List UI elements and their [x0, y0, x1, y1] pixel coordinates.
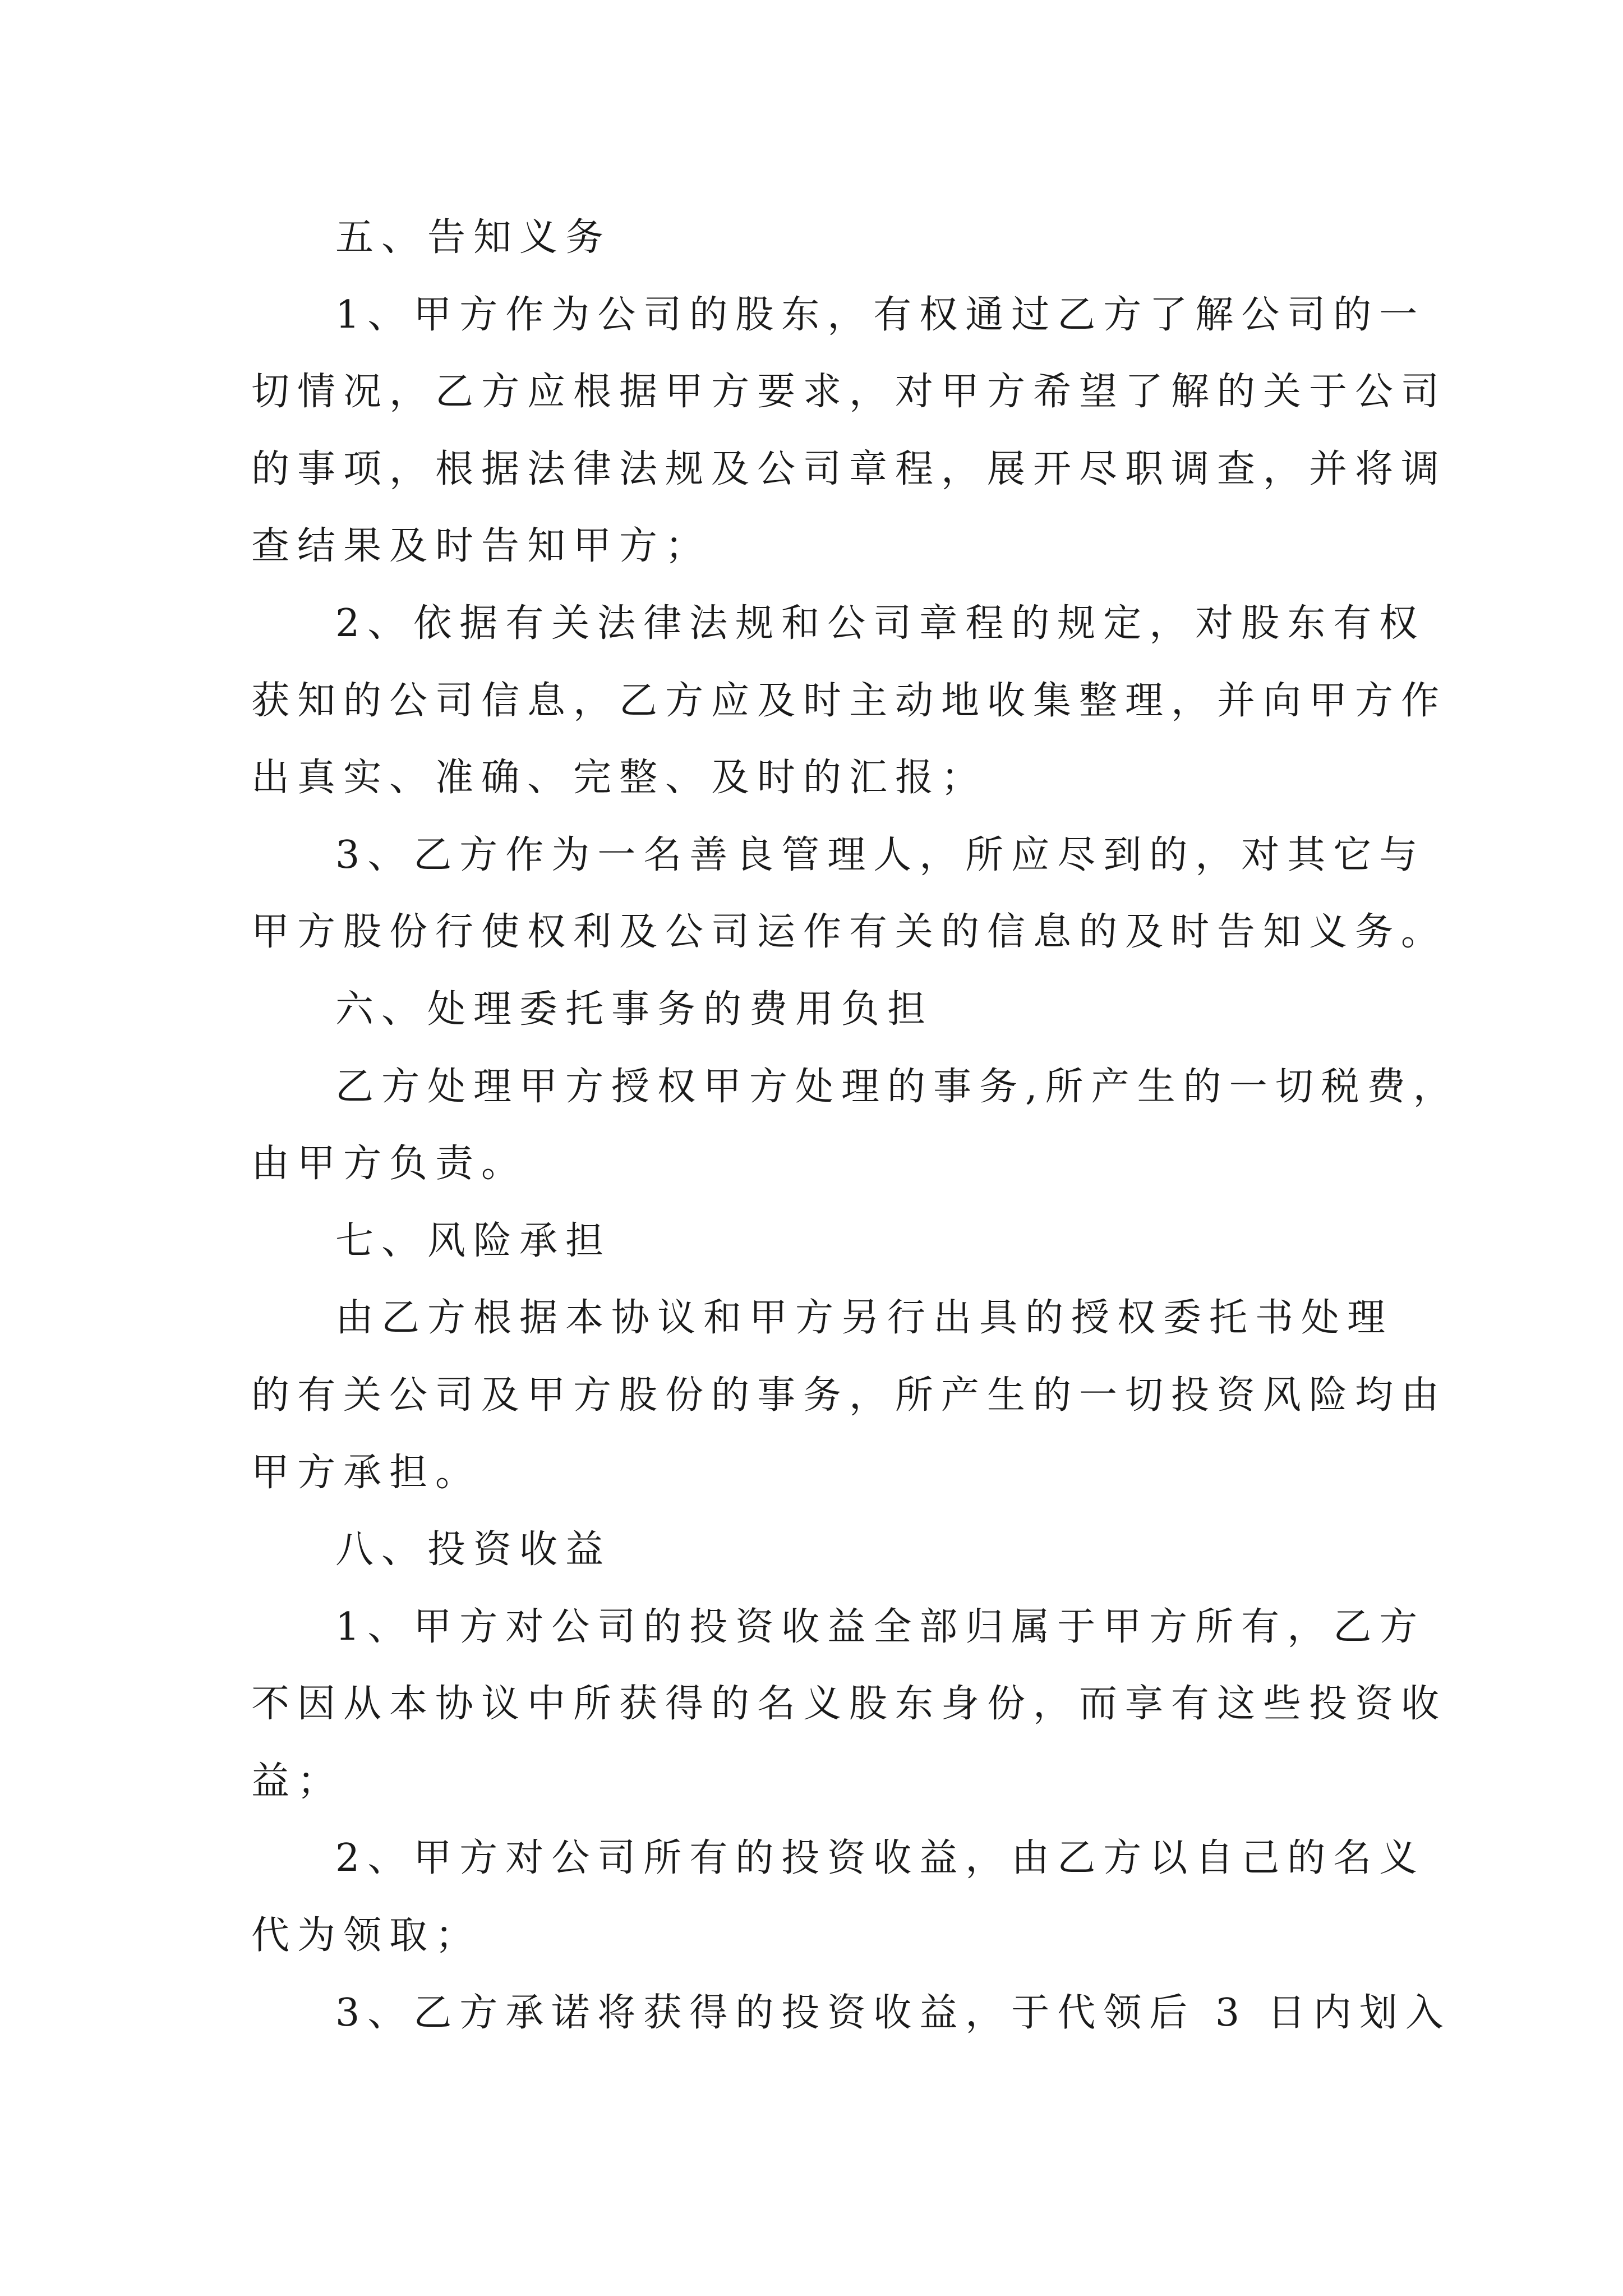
section-heading-expenses: 六、处理委托事务的费用负担 — [335, 987, 934, 1032]
paragraph-line: 由甲方负责。 — [251, 1142, 528, 1186]
document-body — [251, 199, 1459, 2051]
paragraph-line: 2、依据有关法律法规和公司章程的规定，对股东有权 — [335, 601, 1426, 646]
section-heading-investment-income: 八、投资收益 — [335, 1527, 612, 1572]
paragraph-line: 2、甲方对公司所有的投资收益，由乙方以自己的名义 — [335, 1836, 1426, 1881]
paragraph-line: 获知的公司信息，乙方应及时主动地收集整理，并向甲方作 — [251, 678, 1447, 723]
paragraph-line: 出真实、准确、完整、及时的汇报； — [251, 756, 988, 800]
paragraph-line: 的事项，根据法律法规及公司章程，展开尽职调查，并将调 — [251, 447, 1447, 491]
paragraph-line: 1、甲方对公司的投资收益全部归属于甲方所有，乙方 — [335, 1604, 1426, 1649]
paragraph-line: 益； — [251, 1759, 344, 1803]
paragraph-line: 的有关公司及甲方股份的事务，所产生的一切投资风险均由 — [251, 1373, 1447, 1418]
paragraph-line: 切情况，乙方应根据甲方要求，对甲方希望了解的关于公司 — [251, 370, 1447, 415]
paragraph-line: 3、乙方承诺将获得的投资收益，于代领后 3 日内划入 — [335, 1990, 1451, 2035]
paragraph-line: 3、乙方作为一名善良管理人，所应尽到的，对其它与 — [335, 832, 1426, 877]
section-heading-notification: 五、告知义务 — [335, 215, 612, 260]
paragraph-line: 1、甲方作为公司的股东，有权通过乙方了解公司的一 — [335, 292, 1426, 337]
paragraph-line: 乙方处理甲方授权甲方处理的事务,所产生的一切税费， — [335, 1064, 1459, 1109]
paragraph-line: 甲方股份行使权利及公司运作有关的信息的及时告知义务。 — [251, 910, 1447, 955]
section-heading-risk: 七、风险承担 — [335, 1218, 612, 1263]
paragraph-line: 查结果及时告知甲方； — [251, 524, 712, 569]
paragraph-line: 不因从本协议中所获得的名义股东身份，而享有这些投资收 — [251, 1682, 1447, 1727]
paragraph-line: 由乙方根据本协议和甲方另行出具的授权委托书处理 — [335, 1296, 1394, 1341]
paragraph-line: 代为领取； — [251, 1913, 482, 1958]
paragraph-line: 甲方承担。 — [251, 1450, 482, 1495]
